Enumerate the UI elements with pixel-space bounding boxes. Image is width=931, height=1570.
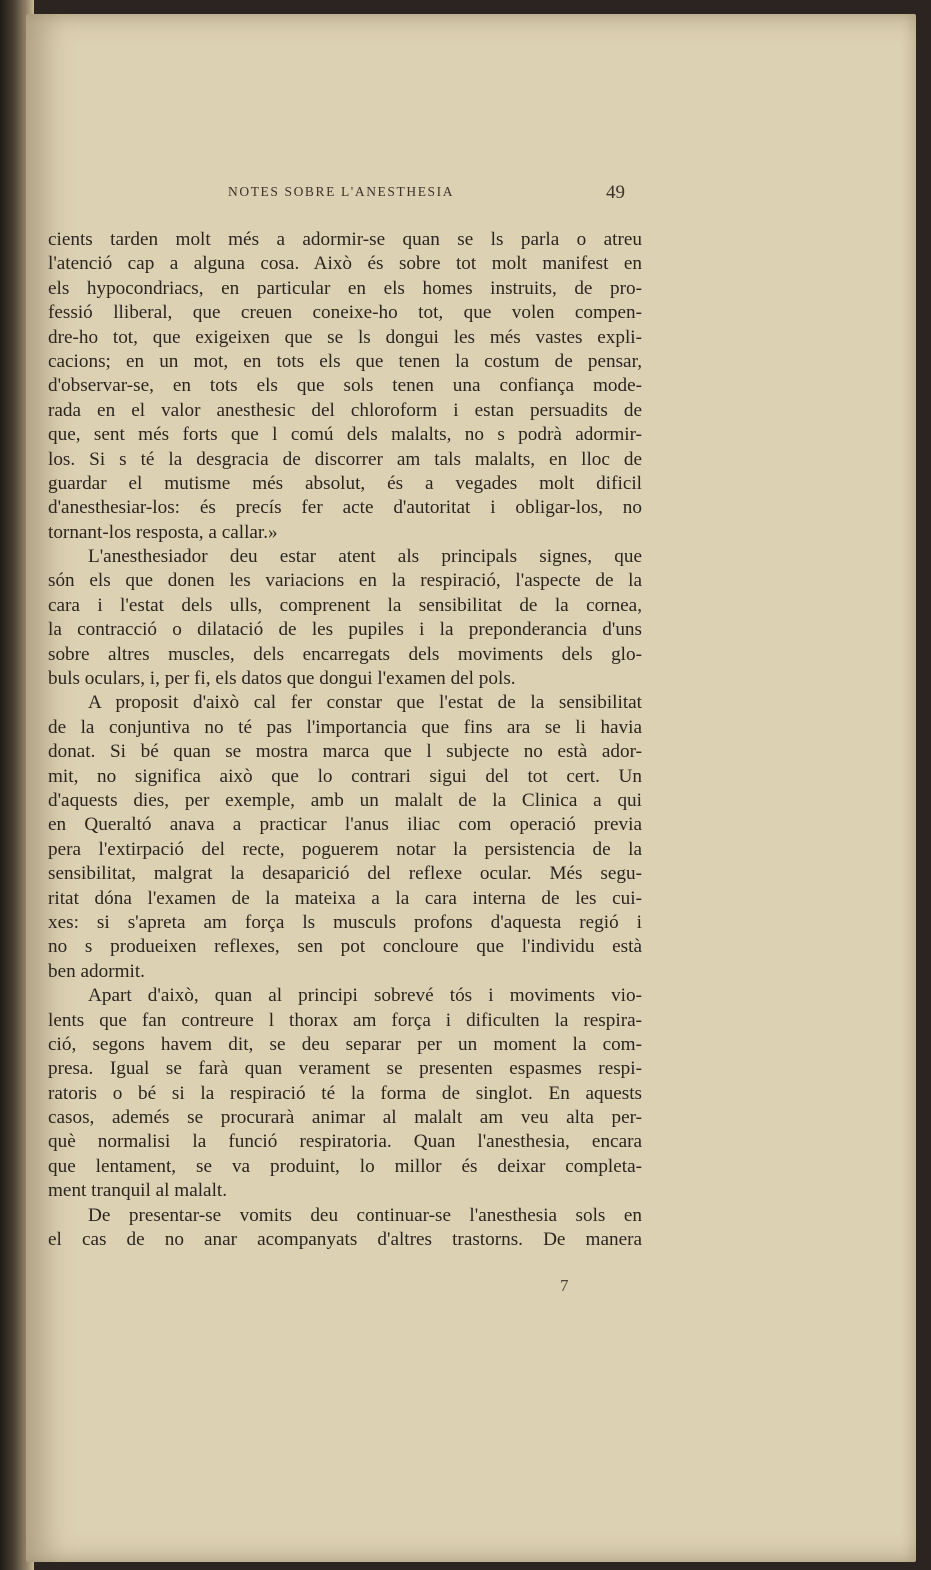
text-line: mit, no significa això que lo contrari sigui del tot cert. Un bbox=[48, 765, 642, 787]
text-line: fessió lliberal, que creuen coneixe-ho tot, que volen compen- bbox=[48, 302, 642, 324]
text-line: casos, ademés se procurarà animar al malalt am veu alta per- bbox=[48, 1107, 642, 1129]
signature-mark: 7 bbox=[560, 1276, 569, 1295]
text-line: cients tarden molt més a adormir-se quan se ls parla o atreu bbox=[48, 229, 642, 250]
text-line: l'atenció cap a alguna cosa. Això és sobre tot molt manifest en bbox=[48, 253, 642, 275]
text-line: la contracció o dilatació de les pupiles i la preponderancia d'uns bbox=[48, 619, 642, 641]
text-line: sensibilitat, malgrat la desaparició del reflexe ocular. Més segu- bbox=[48, 863, 642, 885]
text-line: buls oculars, i, per fi, els datos que dongui l'examen del pols. bbox=[48, 668, 516, 690]
text-line: Apart d'això, quan al principi sobrevé tós i moviments vio- bbox=[88, 985, 642, 1007]
text-line: xes: si s'apreta am força ls musculs profons d'aquesta regió i bbox=[48, 911, 642, 933]
text-line: d'aquests dies, per exemple, amb un malalt de la Clinica a qui bbox=[48, 789, 642, 811]
text-line: donat. Si bé quan se mostra marca que l subjecte no està ador- bbox=[48, 741, 642, 763]
text-line: ben adormit. bbox=[48, 960, 145, 982]
text-line: ment tranquil al malalt. bbox=[48, 1180, 228, 1202]
text-line: A proposit d'això cal fer constar que l'estat de la sensibilitat bbox=[88, 692, 642, 714]
text-line: tornant-los resposta, a callar.» bbox=[48, 521, 278, 543]
text-line: pera l'extirpació del recte, poguerem notar la persistencia de la bbox=[48, 838, 642, 860]
text-line: que, sent més forts que l comú dels malalts, no s podrà adormir- bbox=[48, 424, 642, 446]
text-line: de la conjuntiva no té pas l'importancia que fins ara se li havia bbox=[48, 716, 642, 738]
text-line: són els que donen les variacions en la respiració, l'aspecte de la bbox=[48, 570, 642, 592]
text-line: sobre altres muscles, dels encarregats dels moviments dels glo- bbox=[48, 643, 642, 665]
text-line: cara i l'estat dels ulls, comprenent la sensibilitat de la cornea, bbox=[48, 594, 642, 616]
running-title: NOTES SOBRE L'ANESTHESIA bbox=[228, 184, 455, 199]
text-line: que lentament, se va produint, lo millor és deixar completa- bbox=[48, 1155, 642, 1177]
text-line: d'observar-se, en tots els que sols tenen una confiança mode- bbox=[48, 375, 642, 397]
text-line: no s produeixen reflexes, sen pot concloure que l'individu està bbox=[48, 936, 642, 958]
text-line: el cas de no anar acompanyats d'altres trastorns. De manera bbox=[48, 1229, 642, 1251]
text-line: dre-ho tot, que exigeixen que se ls dongui les més vastes expli- bbox=[48, 326, 642, 348]
text-line: ció, segons havem dit, se deu separar per un moment la com- bbox=[48, 1033, 642, 1055]
text-line: d'anesthesiar-los: és precís fer acte d'autoritat i obligar-los, no bbox=[48, 497, 642, 519]
text-line: De presentar-se vomits deu continuar-se l'anesthesia sols en bbox=[88, 1204, 642, 1226]
text-line: ritat dóna l'examen de la mateixa a la cara interna de les cui- bbox=[48, 887, 642, 909]
text-line: en Queraltó anava a practicar l'anus iliac com operació previa bbox=[48, 814, 642, 836]
text-line: lents que fan contreure l thorax am força i dificulten la respira- bbox=[48, 1009, 642, 1031]
text-line: rada en el valor anesthesic del chloroform i estan persuadits de bbox=[48, 399, 642, 421]
text-line: cacions; en un mot, en tots els que tenen la costum de pensar, bbox=[48, 350, 642, 372]
text-line: què normalisi la funció respiratoria. Quan l'anesthesia, encara bbox=[48, 1131, 642, 1153]
text-line: guardar el mutisme més absolut, és a vegades molt dificil bbox=[48, 472, 642, 494]
text-line: els hypocondriacs, en particular en els homes instruits, de pro- bbox=[48, 277, 642, 299]
text-line: presa. Igual se farà quan verament se presenten espasmes respi- bbox=[48, 1058, 642, 1080]
body-text bbox=[48, 228, 642, 1252]
text-line: L'anesthesiador deu estar atent als principals signes, que bbox=[88, 546, 642, 568]
text-line: los. Si s té la desgracia de discorrer am tals malalts, en lloc de bbox=[48, 448, 642, 470]
text-line: ratoris o bé si la respiració té la forma de singlot. En aquests bbox=[48, 1082, 642, 1104]
running-head bbox=[0, 178, 931, 204]
page-number: 49 bbox=[606, 182, 625, 203]
